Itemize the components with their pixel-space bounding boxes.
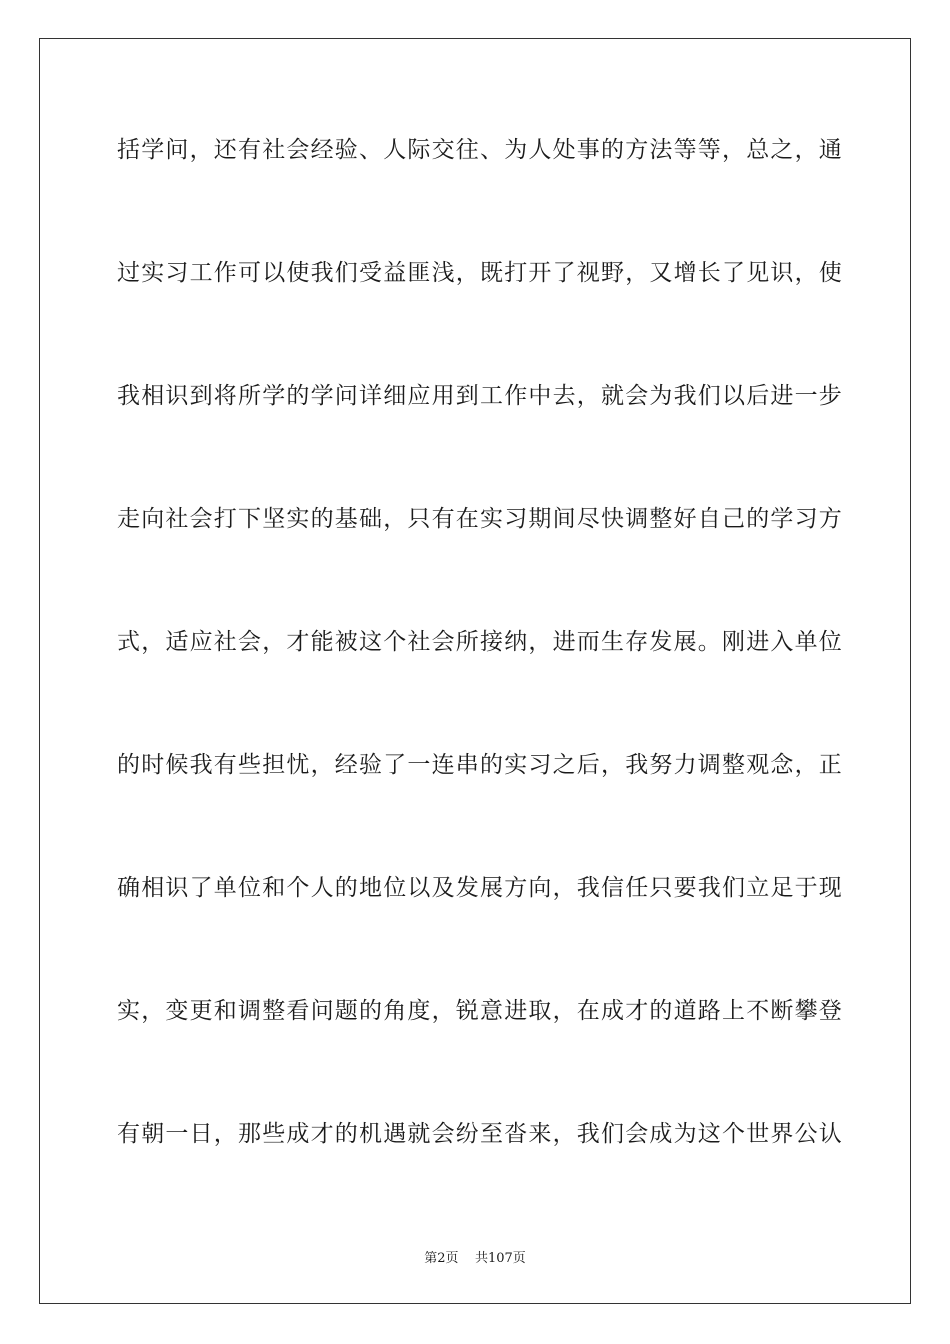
text-line: 式，适应社会，才能被这个社会所接纳，进而生存发展。刚进入单位 [117,629,843,655]
text-line: 我相识到将所学的学问详细应用到工作中去，就会为我们以后进一步 [117,383,843,409]
text-line: 走向社会打下坚实的基础，只有在实习期间尽快调整好自己的学习方 [117,506,843,532]
text-line: 实，变更和调整看问题的角度，锐意进取，在成才的道路上不断攀登 [117,998,843,1024]
text-line: 确相识了单位和个人的地位以及发展方向，我信任只要我们立足于现 [117,875,843,901]
text-line: 过实习工作可以使我们受益匪浅，既打开了视野，又增长了见识，使 [117,260,843,286]
document-body [117,130,843,1237]
text-line: 有朝一日，那些成才的机遇就会纷至沓来，我们会成为这个世界公认 [117,1121,843,1147]
page-number-footer: 第2页 共107页 [424,1251,526,1266]
text-line: 括学问，还有社会经验、人际交往、为人处事的方法等等，总之，通 [117,137,843,163]
text-line: 的时候我有些担忧，经验了一连串的实习之后，我努力调整观念，正 [117,752,843,778]
